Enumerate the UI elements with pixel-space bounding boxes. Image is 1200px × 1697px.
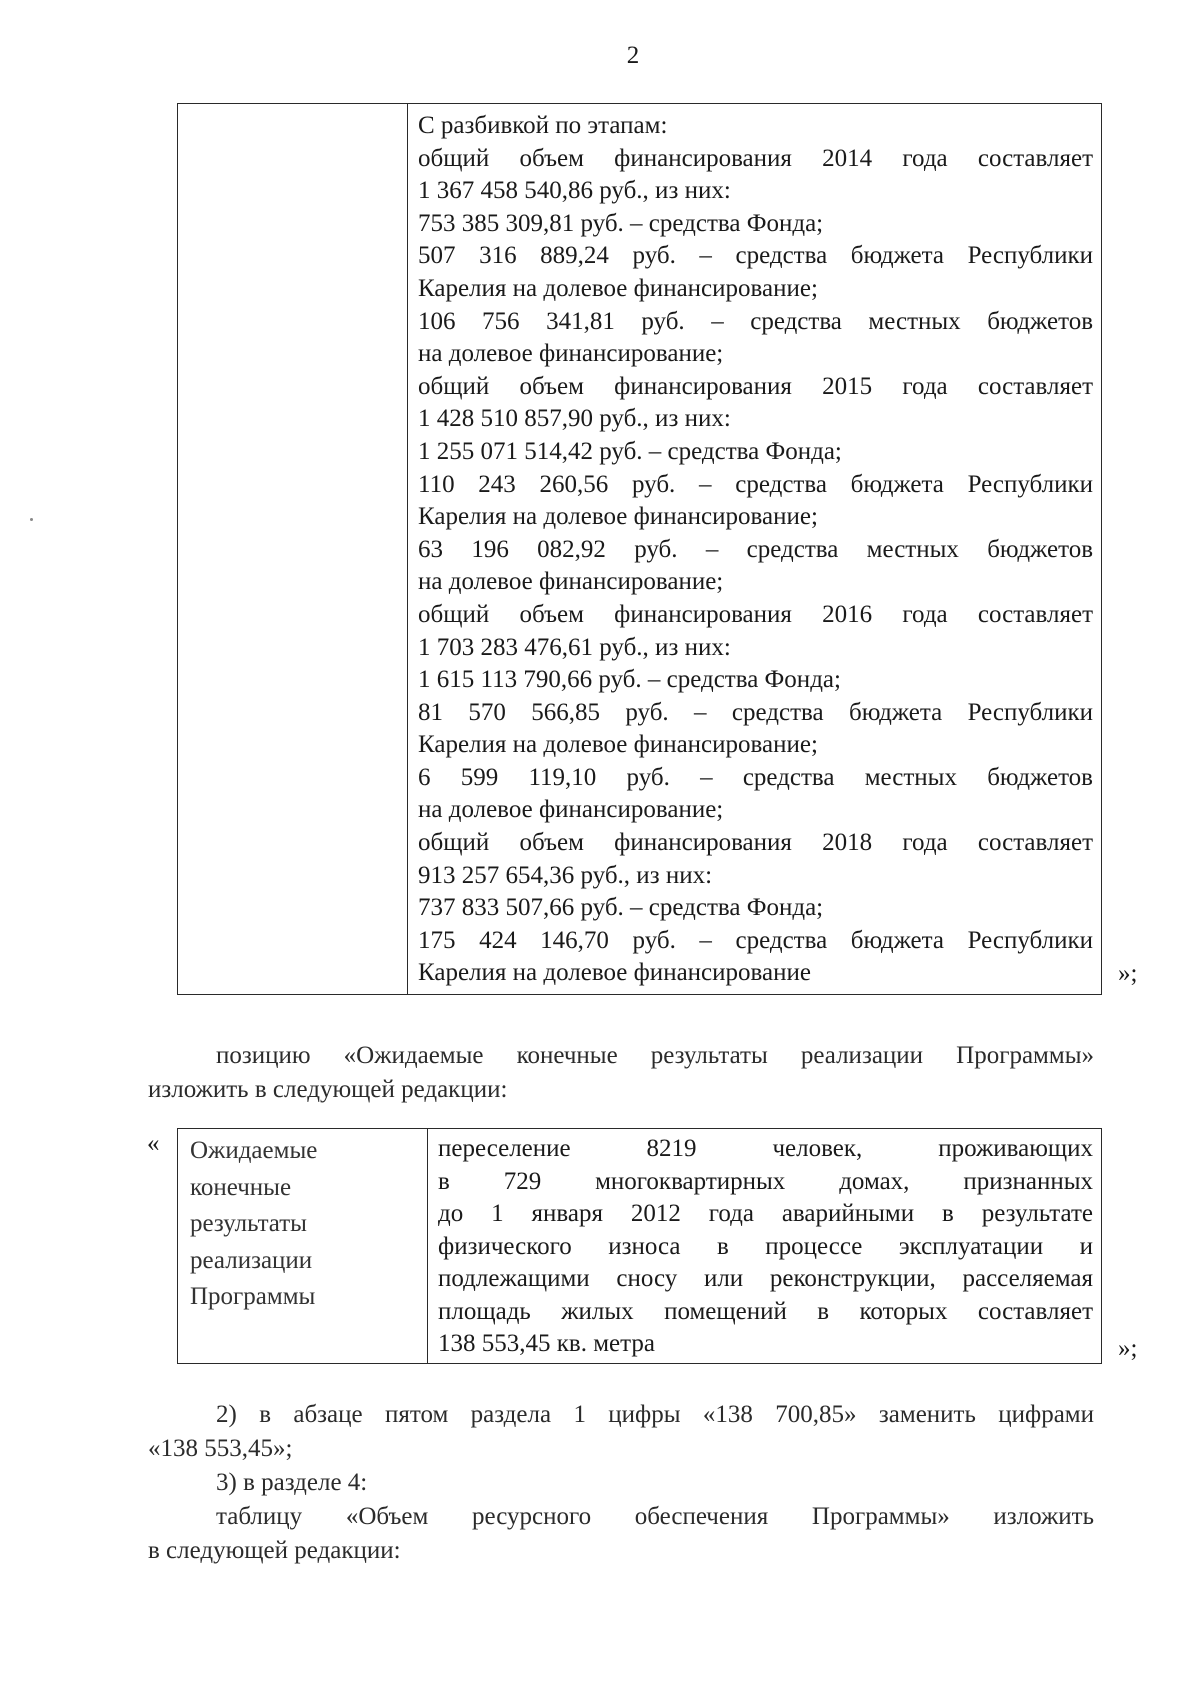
scan-speck [30, 518, 33, 521]
results-label-line: Программы [190, 1283, 316, 1310]
funding-line: Карелия на долевое финансирование; [418, 503, 818, 531]
funding-line: 175 424 146,70 руб. – средства бюджета Республики [418, 926, 1093, 954]
funding-line: 913 257 654,36 руб., из них: [418, 861, 713, 889]
funding-line: общий объем финансирования 2015 года составляет [418, 372, 1093, 400]
funding-line: 63 196 082,92 руб. – средства местных бюджетов [418, 535, 1093, 563]
results-line: подлежащими сносу или реконструкции, расселяемая [438, 1265, 1093, 1292]
results-content-cell [428, 1129, 1102, 1364]
funding-table-label-cell [178, 104, 408, 995]
funding-line: 110 243 260,56 руб. – средства бюджета Республики [418, 470, 1093, 498]
funding-line: общий объем финансирования 2018 года составляет [418, 829, 1093, 857]
amendment-2-line-2: «138 553,45»; [148, 1435, 293, 1462]
funding-line: 1 428 510 857,90 руб., из них: [418, 405, 731, 433]
funding-line: 507 316 889,24 руб. – средства бюджета Республики [418, 242, 1093, 270]
amendment-3: 3) в разделе 4: [216, 1469, 368, 1496]
results-closing-mark: »; [1118, 1335, 1138, 1362]
funding-line: 1 367 458 540,86 руб., из них: [418, 177, 731, 205]
results-label-line: результаты [190, 1210, 307, 1237]
funding-table-content-cell [408, 104, 1102, 995]
funding-line: на долевое финансирование; [418, 568, 724, 596]
intro-paragraph [148, 1039, 1094, 1107]
results-line: переселение 8219 человек, проживающих [438, 1135, 1093, 1162]
results-line: в 729 многоквартирных домах, признанных [438, 1167, 1093, 1195]
funding-line: 1 615 113 790,66 руб. – средства Фонда; [418, 666, 841, 694]
page-number: 2 [626, 42, 640, 69]
funding-line: на долевое финансирование; [418, 340, 724, 368]
funding-line: общий объем финансирования 2016 года составляет [418, 600, 1093, 628]
funding-line: 1 255 071 514,42 руб. – средства Фонда; [418, 437, 842, 465]
intro-line-2: изложить в следующей редакции: [148, 1076, 508, 1103]
funding-line: общий объем финансирования 2014 года составляет [418, 144, 1093, 172]
funding-line: Карелия на долевое финансирование [418, 959, 811, 987]
amendments [148, 1398, 1094, 1568]
results-label-line: Ожидаемые [190, 1137, 318, 1164]
funding-line: на долевое финансирование; [418, 796, 724, 824]
results-table [177, 1128, 1102, 1364]
results-label-line: конечные [190, 1173, 292, 1201]
results-open-mark: « [147, 1130, 160, 1157]
funding-line: 106 756 341,81 руб. – средства местных бюджетов [418, 307, 1093, 335]
results-label-cell [178, 1129, 428, 1364]
funding-line: 6 599 119,10 руб. – средства местных бюджетов [418, 763, 1093, 791]
funding-line: Карелия на долевое финансирование; [418, 274, 818, 302]
funding-line: С разбивкой по этапам: [418, 112, 668, 139]
results-lines [438, 1133, 1093, 1361]
amendment-2-line-1: 2) в абзаце пятом раздела 1 цифры «138 700,85» заменить цифрами [216, 1401, 1094, 1428]
funding-line: 737 833 507,66 руб. – средства Фонда; [418, 894, 824, 922]
results-line: площадь жилых помещений в которых составляет [438, 1297, 1093, 1325]
results-line: физического износа в процессе эксплуатации и [438, 1232, 1093, 1260]
funding-line: 81 570 566,85 руб. – средства бюджета Республики [418, 698, 1093, 726]
amendment-table-line-2: в следующей редакции: [148, 1537, 401, 1564]
intro-line-1: позицию «Ожидаемые конечные результаты реализации Программы» [216, 1042, 1094, 1069]
funding-line: 753 385 309,81 руб. – средства Фонда; [418, 209, 824, 237]
funding-line: Карелия на долевое финансирование; [418, 731, 818, 759]
funding-line: 1 703 283 476,61 руб., из них: [418, 633, 731, 661]
results-label-line: реализации [190, 1246, 313, 1274]
amendment-table-line-1: таблицу «Объем ресурсного обеспечения Программы» изложить [216, 1503, 1094, 1530]
funding-table [177, 103, 1102, 995]
funding-closing-mark: »; [1118, 960, 1138, 987]
results-line: 138 553,45 кв. метра [438, 1330, 655, 1357]
results-line: до 1 января 2012 года аварийными в результате [438, 1200, 1093, 1227]
funding-lines [418, 110, 1093, 990]
results-label [190, 1133, 419, 1316]
